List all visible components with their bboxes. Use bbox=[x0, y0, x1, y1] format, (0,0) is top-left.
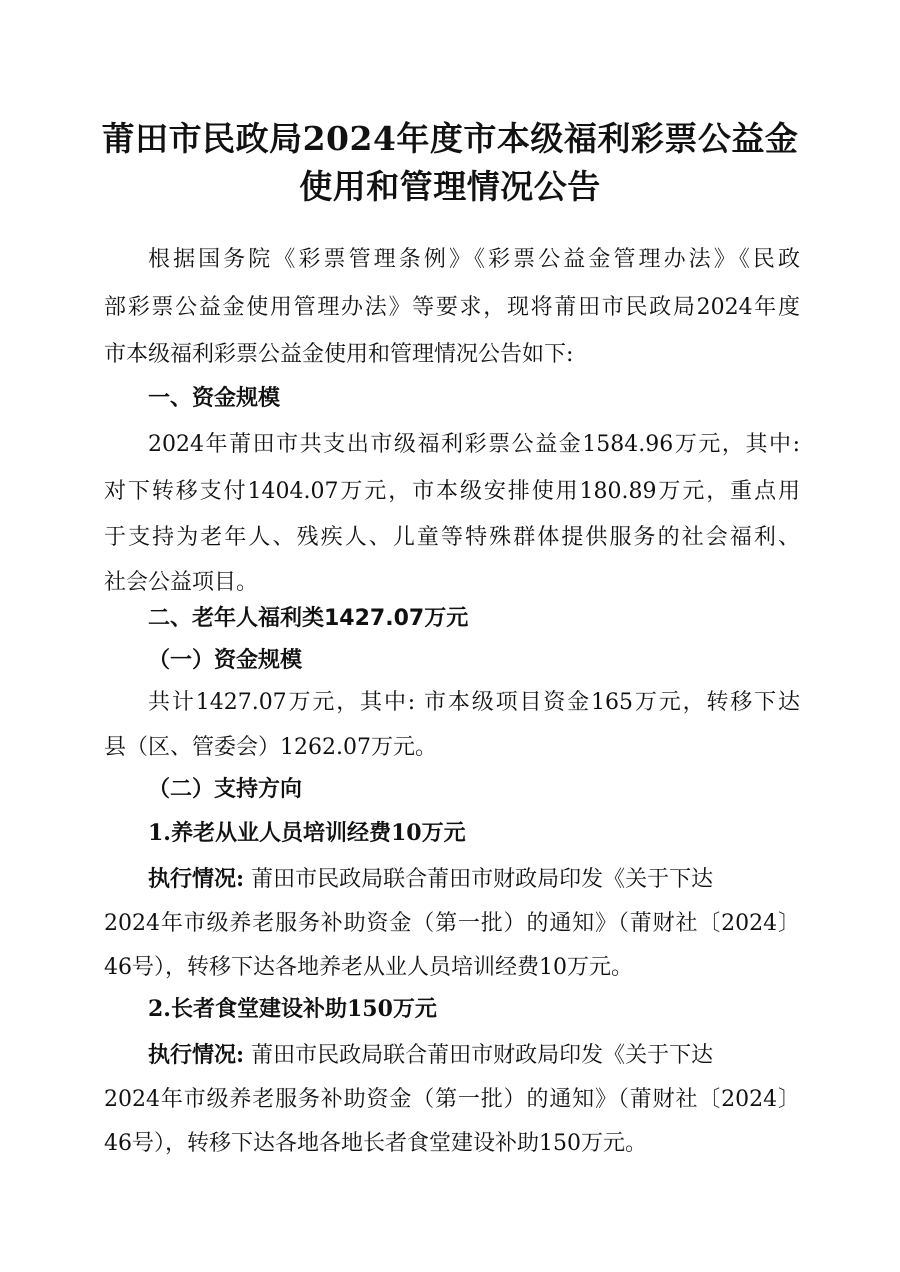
item-2-line-1-text: 莆田市民政局联合莆田市财政局印发《关于下达 bbox=[244, 1043, 714, 1068]
subsection-1-heading: （一）资金规模 bbox=[148, 647, 303, 673]
item-1-line-1-text: 莆田市民政局联合莆田市财政局印发《关于下达 bbox=[244, 867, 714, 892]
item-1-label: 执行情况: bbox=[148, 866, 245, 892]
item-2-line-1 bbox=[148, 1040, 800, 1071]
item-2-line-3: 46号），转移下达各地各地长者食堂建设补助150万元。 bbox=[104, 1131, 647, 1156]
item-2-heading: 2.长者食堂建设补助150万元 bbox=[148, 996, 437, 1022]
section-1-line-4: 社会公益项目。 bbox=[104, 570, 259, 595]
item-1-line-3: 46号），转移下达各地养老从业人员培训经费10万元。 bbox=[104, 955, 633, 980]
subsection-2-heading: （二）支持方向 bbox=[148, 776, 303, 802]
subsection-1-line-2: 县（区、管委会）1262.07万元。 bbox=[104, 735, 437, 760]
section-1-heading: 一、资金规模 bbox=[148, 386, 281, 411]
section-1-line-2: 对下转移支付1404.07万元，市本级安排使用180.89万元，重点用 bbox=[104, 479, 800, 504]
item-1-heading: 1.养老从业人员培训经费10万元 bbox=[148, 820, 466, 846]
item-2-line-2: 2024年市级养老服务补助资金（第一批）的通知》（莆财社〔2024〕 bbox=[104, 1087, 800, 1112]
intro-line-3: 市本级福利彩票公益金使用和管理情况公告如下: bbox=[104, 342, 574, 367]
item-1-line-2: 2024年市级养老服务补助资金（第一批）的通知》（莆财社〔2024〕 bbox=[104, 911, 800, 936]
intro-line-1: 根据国务院《彩票管理条例》《彩票公益金管理办法》《民政 bbox=[148, 247, 800, 272]
document-title-line-2: 使用和管理情况公告 bbox=[299, 167, 601, 206]
intro-line-2: 部彩票公益金使用管理办法》等要求，现将莆田市民政局2024年度 bbox=[104, 295, 800, 320]
item-1-line-1 bbox=[148, 864, 800, 895]
section-2-heading: 二、老年人福利类1427.07万元 bbox=[148, 606, 469, 631]
section-1-line-3: 于支持为老年人、残疾人、儿童等特殊群体提供服务的社会福利、 bbox=[104, 525, 800, 550]
item-2-label: 执行情况: bbox=[148, 1042, 245, 1068]
section-1-line-1: 2024年莆田市共支出市级福利彩票公益金1584.96万元，其中: bbox=[148, 432, 800, 457]
subsection-1-line-1: 共计1427.07万元，其中: 市本级项目资金165万元，转移下达 bbox=[148, 690, 800, 715]
document-title-line-1: 莆田市民政局2024年度市本级福利彩票公益金 bbox=[101, 119, 799, 158]
